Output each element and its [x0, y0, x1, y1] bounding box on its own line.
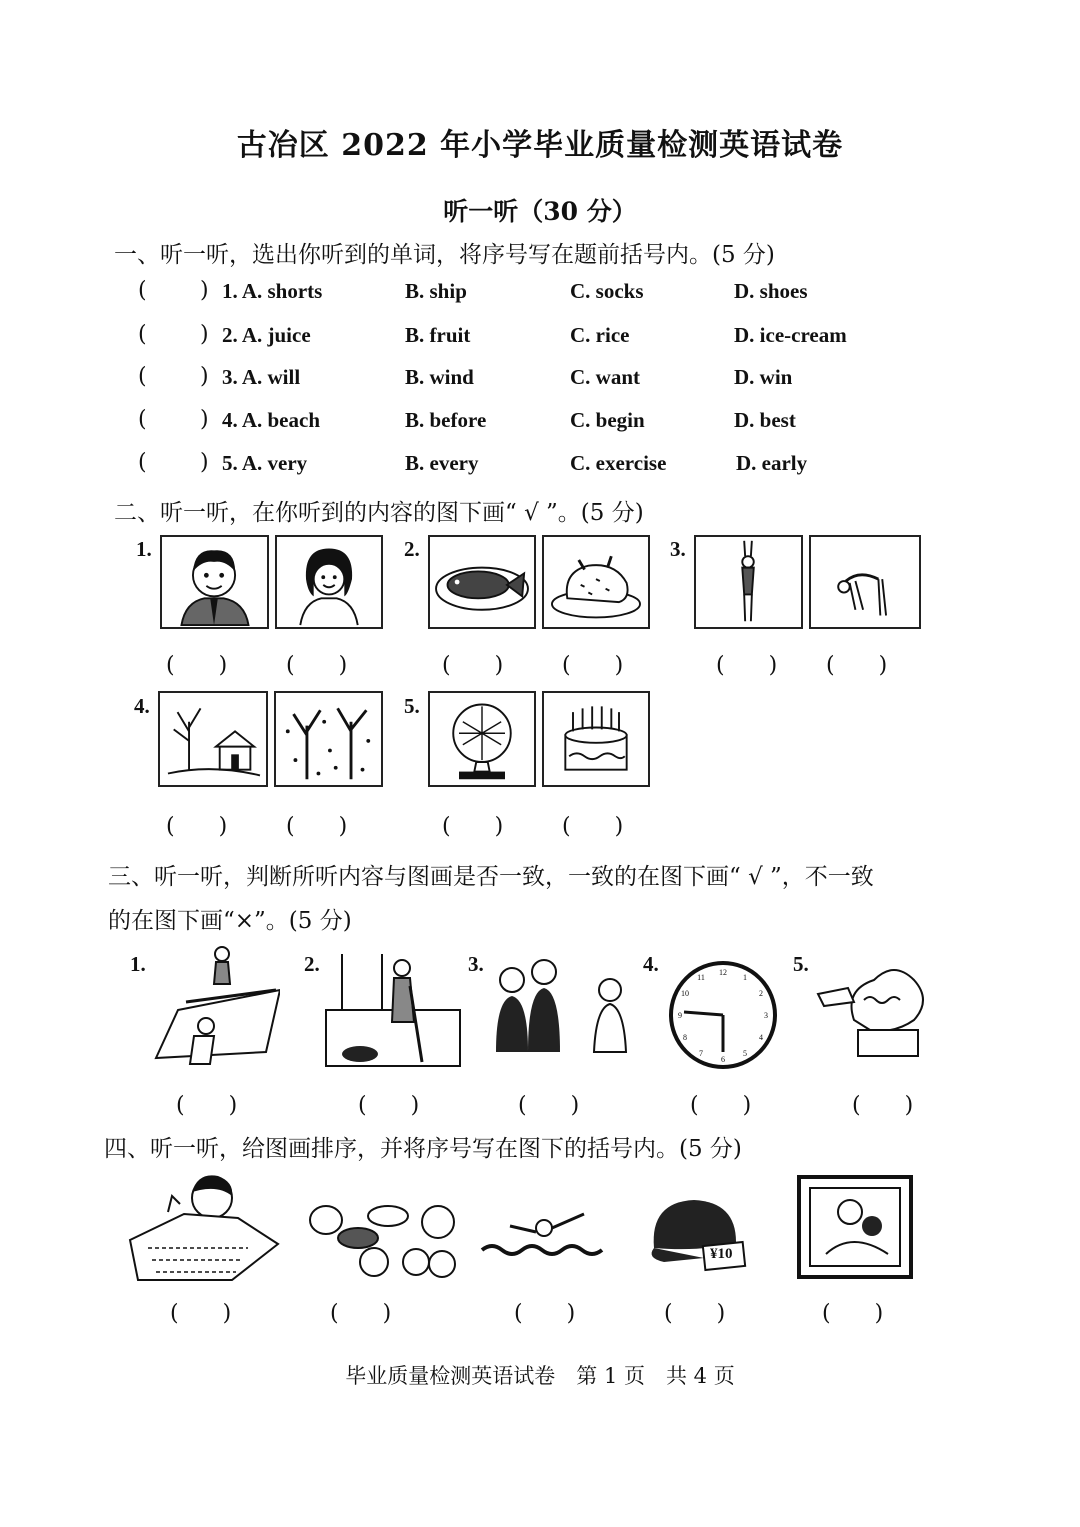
- answer-blank[interactable]: ( ): [286, 814, 348, 839]
- svg-text:7: 7: [699, 1049, 703, 1058]
- option-a: 1. A. shorts: [222, 279, 323, 303]
- option-d: D. ice-cream: [734, 323, 847, 347]
- svg-text:3: 3: [764, 1011, 768, 1020]
- answer-blank[interactable]: ( ): [716, 653, 778, 678]
- boy-with-shirt-image: [128, 1168, 280, 1284]
- option-a: 5. A. very: [222, 451, 308, 475]
- page-footer: 毕业质量检测英语试卷 第 1 页 共 4 页: [345, 1364, 735, 1388]
- question-number: 3.: [468, 952, 484, 976]
- part1-heading: 一、听一听，选出你听到的单词，将序号写在题前括号内。(5 分): [114, 242, 775, 268]
- question-number: 2.: [304, 952, 320, 976]
- part3-heading-line1: 三、听一听，判断所听内容与图画是否一致，一致的在图下画“ √ ”，不一致: [108, 864, 874, 890]
- answer-blank[interactable]: ( ): [166, 653, 228, 678]
- option-d: D. early: [736, 451, 808, 475]
- option-b: B. ship: [405, 279, 467, 303]
- option-c: C. begin: [570, 408, 645, 432]
- girl-portrait-image: [275, 535, 383, 629]
- option-d: D. win: [734, 365, 793, 389]
- question-number: 4.: [134, 694, 150, 718]
- birthday-cake-image: [542, 691, 650, 787]
- vegetables-image: [304, 1198, 458, 1280]
- option-c: C. rice: [570, 323, 630, 347]
- answer-blank[interactable]: ( ): [176, 1093, 238, 1118]
- answer-blank[interactable]: ( ): [330, 1301, 392, 1326]
- winter-house-image: [158, 691, 268, 787]
- option-b: B. every: [405, 451, 479, 475]
- clock-image: [668, 960, 778, 1070]
- question-number: 3.: [670, 537, 686, 561]
- svg-text:2: 2: [759, 989, 763, 998]
- answer-blank[interactable]: ( ): [170, 1301, 232, 1326]
- svg-text:5: 5: [743, 1049, 747, 1058]
- answer-blank[interactable]: ( ): [358, 1093, 420, 1118]
- answer-blank[interactable]: ( ): [518, 1093, 580, 1118]
- price-tag-label: ¥10: [710, 1246, 733, 1262]
- question-number: 5.: [404, 694, 420, 718]
- table-tennis-image: [150, 940, 280, 1070]
- answer-blank[interactable]: ( ): [166, 814, 228, 839]
- answer-paren-close: ): [200, 450, 209, 475]
- svg-text:6: 6: [721, 1055, 725, 1064]
- question-number: 2.: [404, 537, 420, 561]
- fish-dish-image: [428, 535, 536, 629]
- option-c: C. want: [570, 365, 641, 389]
- person-stretching-up-image: [694, 535, 803, 629]
- answer-paren-open[interactable]: (: [138, 278, 147, 303]
- autumn-trees-image: [274, 691, 383, 787]
- answer-blank[interactable]: ( ): [826, 653, 888, 678]
- answer-blank[interactable]: ( ): [664, 1301, 726, 1326]
- answer-paren-open[interactable]: (: [138, 322, 147, 347]
- answer-blank[interactable]: ( ): [514, 1301, 576, 1326]
- answer-paren-close: ): [200, 322, 209, 347]
- option-b: B. wind: [405, 365, 474, 389]
- vacuum-cleaning-image: [322, 950, 464, 1074]
- boy-portrait-image: [160, 535, 269, 629]
- option-a: 4. A. beach: [222, 408, 321, 432]
- part4-heading: 四、听一听，给图画排序，并将序号写在图下的括号内。(5 分): [104, 1136, 742, 1162]
- svg-text:4: 4: [759, 1033, 763, 1042]
- answer-paren-open[interactable]: (: [138, 364, 147, 389]
- section-title: 听一听（30 分）: [443, 197, 637, 226]
- option-b: B. fruit: [405, 323, 471, 347]
- dragon-sculpture-image: [814, 950, 934, 1062]
- answer-paren-open[interactable]: (: [138, 450, 147, 475]
- question-number: 4.: [643, 952, 659, 976]
- roast-chicken-image: [542, 535, 650, 629]
- svg-text:1: 1: [743, 973, 747, 982]
- option-c: C. exercise: [570, 451, 667, 475]
- option-b: B. before: [405, 408, 487, 432]
- answer-paren-open[interactable]: (: [138, 407, 147, 432]
- framed-boy-eating-image: [796, 1174, 914, 1280]
- option-d: D. best: [734, 408, 796, 432]
- svg-text:8: 8: [683, 1033, 687, 1042]
- svg-text:9: 9: [678, 1011, 682, 1020]
- answer-blank[interactable]: ( ): [442, 653, 504, 678]
- answer-blank[interactable]: ( ): [562, 814, 624, 839]
- cap-with-price-image: [644, 1192, 748, 1274]
- answer-blank[interactable]: ( ): [852, 1093, 914, 1118]
- part2-heading: 二、听一听，在你听到的内容的图下画“ √ ”。(5 分): [114, 500, 644, 526]
- answer-paren-close: ): [200, 364, 209, 389]
- answer-paren-close: ): [200, 278, 209, 303]
- answer-blank[interactable]: ( ): [562, 653, 624, 678]
- option-a: 3. A. will: [222, 365, 301, 389]
- option-d: D. shoes: [734, 279, 808, 303]
- svg-text:12: 12: [719, 968, 727, 977]
- option-a: 2. A. juice: [222, 323, 311, 347]
- question-number: 5.: [793, 952, 809, 976]
- exam-title: 古冶区 2022 年小学毕业质量检测英语试卷: [236, 128, 844, 163]
- svg-text:10: 10: [681, 989, 689, 998]
- answer-blank[interactable]: ( ): [690, 1093, 752, 1118]
- electric-fan-image: [428, 691, 536, 787]
- answer-blank[interactable]: ( ): [822, 1301, 884, 1326]
- person-bending-over-image: [809, 535, 921, 629]
- part3-heading-line2: 的在图下画“×”。(5 分): [108, 908, 352, 934]
- question-number: 1.: [136, 537, 152, 561]
- option-c: C. socks: [570, 279, 644, 303]
- answer-blank[interactable]: ( ): [442, 814, 504, 839]
- svg-text:11: 11: [697, 973, 705, 982]
- swimming-person-image: [480, 1202, 608, 1266]
- family-people-image: [488, 956, 638, 1056]
- answer-paren-close: ): [200, 407, 209, 432]
- answer-blank[interactable]: ( ): [286, 653, 348, 678]
- question-number: 1.: [130, 952, 146, 976]
